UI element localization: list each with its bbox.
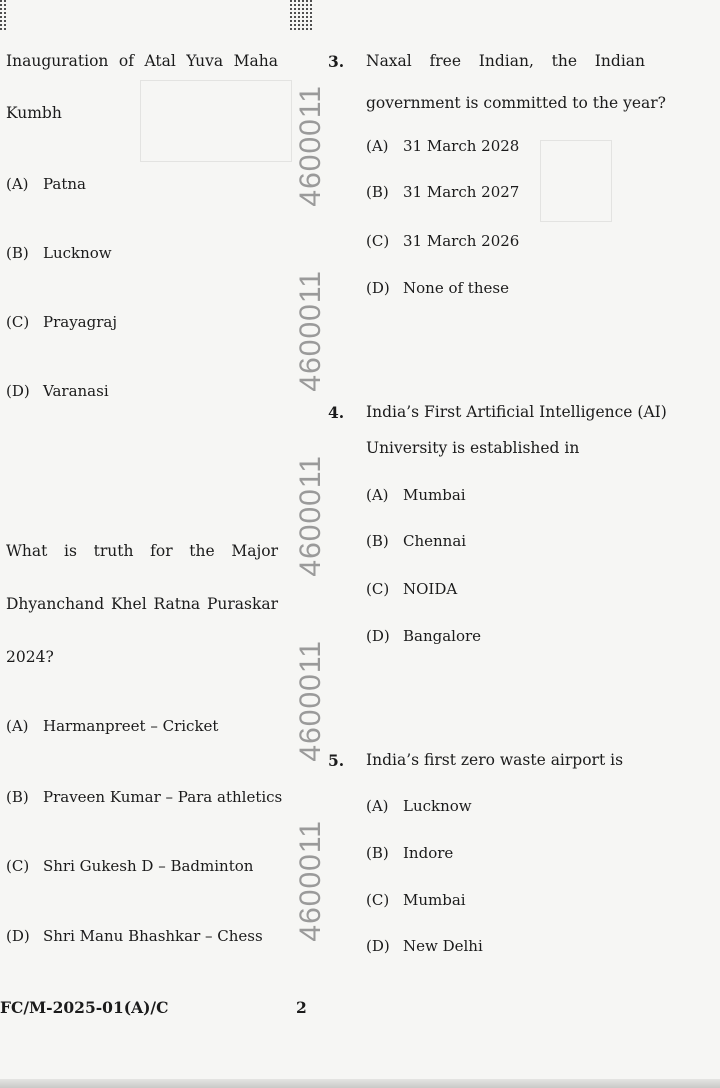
- option-text: NOIDA: [403, 580, 458, 598]
- option-label: (C): [366, 580, 390, 598]
- watermark-code: 4600011: [294, 455, 327, 577]
- bleed-through-box: [140, 80, 292, 162]
- option-text: Varanasi: [43, 382, 109, 400]
- option: [6, 175, 86, 193]
- question-1-line-2: Kumbh: [6, 104, 62, 122]
- option-text: Mumbai: [403, 891, 466, 909]
- option-text: Mumbai: [403, 486, 466, 504]
- option-text: New Delhi: [403, 937, 483, 955]
- option-label: (C): [6, 313, 30, 331]
- option: [366, 137, 519, 155]
- option: [366, 891, 466, 909]
- option: [366, 486, 466, 504]
- option-text: Indore: [403, 844, 454, 862]
- question-1-line-1: Inauguration of Atal Yuva Maha: [6, 52, 278, 70]
- option: [6, 788, 282, 806]
- option-label: (B): [366, 532, 389, 550]
- page-edge: [0, 1079, 720, 1088]
- option: [6, 244, 112, 262]
- option-text: Chennai: [403, 532, 467, 550]
- option-label: (B): [366, 183, 389, 201]
- qr-code-icon: [290, 0, 312, 30]
- question-number: 5.: [328, 751, 345, 770]
- question-3-line-1: Naxal free Indian, the Indian: [366, 52, 645, 70]
- option-label: (A): [6, 717, 29, 735]
- watermark-code: 4600011: [294, 85, 327, 207]
- option-label: (C): [366, 891, 390, 909]
- option: [366, 232, 519, 250]
- option: [6, 313, 117, 331]
- option: [366, 627, 481, 645]
- option-text: Prayagraj: [43, 313, 117, 331]
- option-label: (A): [366, 797, 389, 815]
- question-4-line-1: India’s First Artificial Intelligence (AI): [366, 403, 667, 421]
- option-label: (D): [366, 937, 390, 955]
- question-2-line-1: What is truth for the Major: [6, 542, 278, 560]
- option: [366, 797, 472, 815]
- option-text: Shri Gukesh D – Badminton: [43, 857, 254, 875]
- option: [366, 183, 519, 201]
- question-2-line-2: Dhyanchand Khel Ratna Puraskar: [6, 595, 278, 613]
- option-text: 31 March 2027: [403, 183, 520, 201]
- option-label: (D): [6, 927, 30, 945]
- option-text: Praveen Kumar – Para athletics: [43, 788, 283, 806]
- option: [366, 844, 453, 862]
- option-label: (D): [6, 382, 30, 400]
- option: [6, 717, 218, 735]
- option-label: (A): [6, 175, 29, 193]
- watermark-code: 4600011: [294, 820, 327, 942]
- option: [6, 382, 109, 400]
- page-number: 2: [296, 998, 307, 1017]
- option-text: Bangalore: [403, 627, 482, 645]
- option-text: Lucknow: [403, 797, 472, 815]
- option: [366, 937, 483, 955]
- question-number: 3.: [328, 52, 345, 71]
- watermark-code: 4600011: [294, 640, 327, 762]
- question-number: 4.: [328, 403, 345, 422]
- option-text: Patna: [43, 175, 86, 193]
- option: [366, 532, 466, 550]
- option-label: (D): [366, 627, 390, 645]
- option-text: 31 March 2026: [403, 232, 520, 250]
- option-label: (C): [6, 857, 30, 875]
- option-label: (A): [366, 486, 389, 504]
- option: [366, 580, 457, 598]
- watermark-code: 4600011: [294, 270, 327, 392]
- option-text: None of these: [403, 279, 509, 297]
- option-label: (B): [6, 244, 29, 262]
- option: [6, 927, 263, 945]
- question-4-line-2: University is established in: [366, 439, 580, 457]
- question-2-line-3: 2024?: [6, 648, 54, 666]
- option-text: Harmanpreet – Cricket: [43, 717, 219, 735]
- qr-code-icon: [0, 0, 8, 30]
- option-label: (B): [366, 844, 389, 862]
- bleed-through-letter-box: [540, 140, 612, 222]
- question-5-line-1: India’s first zero waste airport is: [366, 751, 624, 769]
- question-3-line-2: government is committed to the year?: [366, 94, 666, 112]
- option: [6, 857, 253, 875]
- option-label: (A): [366, 137, 389, 155]
- option-label: (B): [6, 788, 29, 806]
- option-text: 31 March 2028: [403, 137, 520, 155]
- paper-code: FC/M-2025-01(A)/C: [0, 998, 169, 1017]
- option: [366, 279, 509, 297]
- option-label: (C): [366, 232, 390, 250]
- option-label: (D): [366, 279, 390, 297]
- option-text: Lucknow: [43, 244, 112, 262]
- option-text: Shri Manu Bhashkar – Chess: [43, 927, 263, 945]
